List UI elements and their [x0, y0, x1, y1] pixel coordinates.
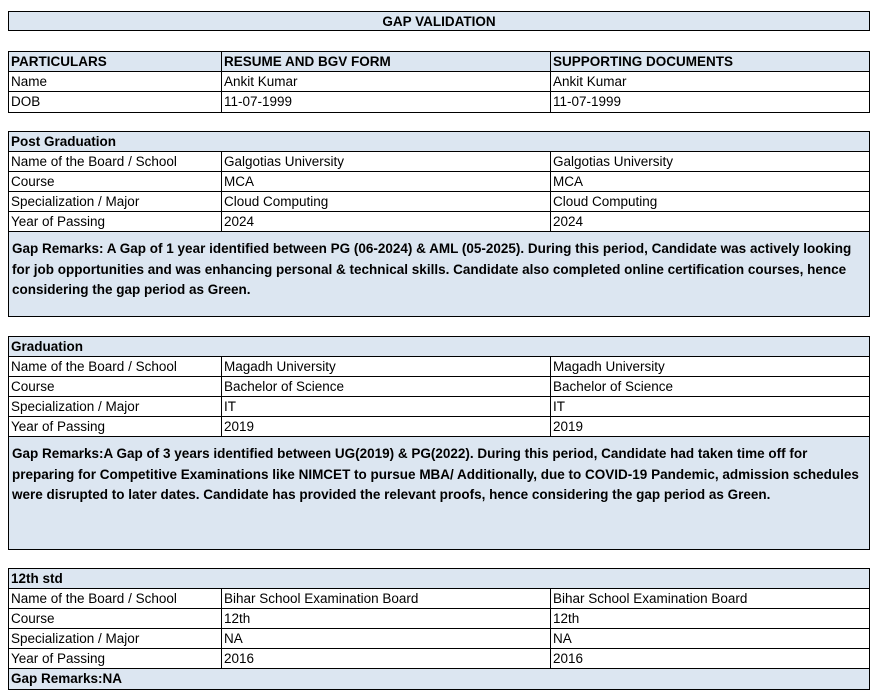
twelfth-gap-remarks-row: [9, 669, 869, 689]
row-label: Specialization / Major: [9, 192, 222, 211]
docs-value: Ankit Kumar: [553, 74, 627, 89]
pg-heading: Post Graduation: [11, 134, 117, 149]
row-label: Name of the Board / School: [9, 589, 222, 608]
table-row: [9, 377, 869, 397]
docs-value: Bihar School Examination Board: [553, 591, 748, 606]
row-label: Course: [9, 377, 222, 396]
docs-value: MCA: [553, 174, 583, 189]
resume-value: Ankit Kumar: [222, 72, 551, 91]
row-label: Name of the Board / School: [9, 357, 222, 376]
table-row: [9, 609, 869, 629]
row-label: Specialization / Major: [9, 397, 222, 416]
page-title: GAP VALIDATION: [8, 11, 870, 31]
table-row: [9, 397, 869, 417]
resume-value: Bihar School Examination Board: [222, 589, 551, 608]
resume-value: 12th: [222, 609, 551, 628]
resume-value: NA: [222, 629, 551, 648]
docs-value: 12th: [553, 611, 580, 626]
table-row: [9, 92, 869, 112]
docs-value: Bachelor of Science: [553, 379, 674, 394]
resume-value: 2019: [222, 417, 551, 436]
table-row: [9, 629, 869, 649]
docs-value: 2024: [553, 214, 584, 229]
docs-value: Magadh University: [553, 359, 665, 374]
docs-value: 2019: [553, 419, 584, 434]
table-row: [9, 357, 869, 377]
pg-section: [8, 131, 870, 317]
table-row: [9, 649, 869, 669]
header-supporting: SUPPORTING DOCUMENTS: [553, 54, 734, 69]
row-label: DOB: [9, 92, 222, 112]
docs-value: Cloud Computing: [553, 194, 658, 209]
twelfth-gap-remarks: Gap Remarks:NA: [11, 671, 123, 686]
grad-section: [8, 336, 870, 550]
resume-value: Bachelor of Science: [222, 377, 551, 396]
section-heading: [9, 569, 869, 589]
row-label: Name of the Board / School: [9, 152, 222, 171]
table-row: [9, 192, 869, 212]
docs-value: IT: [553, 399, 565, 414]
docs-value: 2016: [553, 651, 584, 666]
resume-value: Galgotias University: [222, 152, 551, 171]
section-heading: [9, 132, 869, 152]
twelfth-heading: 12th std: [11, 571, 63, 586]
docs-value: 11-07-1999: [553, 94, 622, 109]
grad-heading: Graduation: [11, 339, 84, 354]
resume-value: IT: [222, 397, 551, 416]
docs-value: NA: [553, 631, 572, 646]
table-row: [9, 152, 869, 172]
row-label: Year of Passing: [9, 212, 222, 231]
table-row: [9, 589, 869, 609]
row-label: Name: [9, 72, 222, 91]
row-label: Course: [9, 172, 222, 191]
row-label: Year of Passing: [9, 417, 222, 436]
pg-gap-remarks: Gap Remarks: A Gap of 1 year identified between PG (06-2024) & AML (05-2025). During this period, Candidate was actively looking for job opportunities and was enhancing personal & technical skills. Candidate also completed online certification courses, hence considering the gap period as Green.: [9, 232, 869, 316]
personal-details-table: [8, 51, 870, 113]
table-header-row: [9, 52, 869, 72]
docs-value: Galgotias University: [553, 154, 674, 169]
table-row: [9, 172, 869, 192]
resume-value: Cloud Computing: [222, 192, 551, 211]
header-particulars: PARTICULARS: [9, 52, 222, 71]
resume-value: 2024: [222, 212, 551, 231]
header-resume: RESUME AND BGV FORM: [222, 52, 551, 71]
table-row: [9, 212, 869, 232]
resume-value: MCA: [222, 172, 551, 191]
row-label: Year of Passing: [9, 649, 222, 668]
resume-value: 11-07-1999: [222, 92, 551, 112]
resume-value: Magadh University: [222, 357, 551, 376]
table-row: [9, 417, 869, 437]
table-row: [9, 72, 869, 92]
row-label: Specialization / Major: [9, 629, 222, 648]
resume-value: 2016: [222, 649, 551, 668]
grad-gap-remarks: Gap Remarks:A Gap of 3 years identified between UG(2019) & PG(2022). During this period, Candidate had taken time off for preparing for Competitive Examinations like NIMCET to pursue MBA/ Additionally, due to COVID-19 Pandemic, admission schedules were disrupted to later dates. Candidate has provided the relevant proofs, hence considering the gap period as Green.: [9, 437, 869, 549]
row-label: Course: [9, 609, 222, 628]
twelfth-section: [8, 568, 870, 690]
section-heading: [9, 337, 869, 357]
